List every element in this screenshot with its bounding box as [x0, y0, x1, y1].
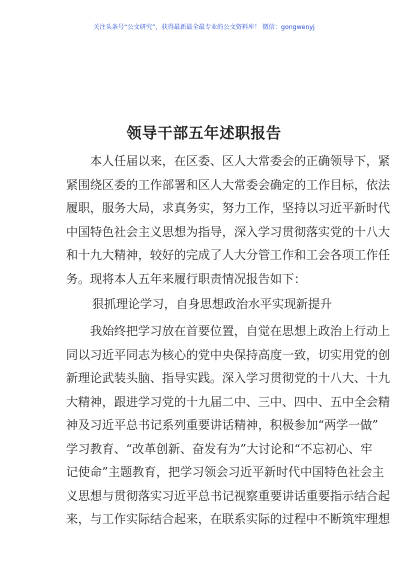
paragraph-line: 记使命”主题教育，把学习领会习近平新时代中国特色社会主 [66, 465, 385, 479]
paragraph-line: 来，与工作实际结合起来，在联系实际的过程中不断筑牢理想 [66, 512, 391, 526]
paragraph-line: 大精神，跟进学习党的十九届二中、三中、四中、五中全会精 [66, 394, 391, 409]
paragraph-line: 学习教育、“改革创新、奋发有为”大讨论和“不忘初心、牢 [66, 441, 373, 456]
paragraph-line: 履职，服务大局，求真务实，努力工作，坚持以习近平新时代 [66, 201, 391, 215]
paragraph-line: 神及习近平总书记系列重要讲话精神，积极参加“两学一做” [66, 418, 379, 432]
paragraph-line: 本人任届以来，在区委、区人大常委会的正确领导下，紧 [90, 154, 391, 168]
paragraph-line: 我始终把学习放在首要位置，自觉在思想上政治上行动上 [90, 324, 391, 338]
paragraph-line: 紧围绕区委的工作部署和区人大常委会确定的工作目标，依法 [66, 177, 391, 192]
paragraph-line: 和十九大精神，较好的完成了人大分管工作和工会各项工作任 [66, 248, 391, 262]
paragraph-line: 中国特色社会主义思想为指导，深入学习贯彻落实党的十八大 [66, 224, 391, 239]
document-title: 领导干部五年述职报告 [126, 124, 282, 142]
header-note: 关注头条号“公文研究”，获得最新最全最专业的公文资料库！ 微信：gongwenyj [93, 24, 315, 31]
paragraph-line: 同以习近平同志为核心的党中央保持高度一致，切实用党的创 [66, 347, 391, 362]
paragraph-line: 义思想与贯彻落实习近平总书记视察重要讲话重要指示结合起 [66, 488, 391, 503]
section-heading: 狠抓理论学习，自身思想政治水平实现新提升 [92, 297, 333, 311]
paragraph-line: 新理论武装头脑、指导实践。深入学习贯彻党的十八大、十九 [66, 371, 391, 385]
paragraph-intro [66, 150, 391, 291]
paragraph-study [66, 320, 391, 532]
paragraph-line: 务。现将本人五年来履行职责情况报告如下： [66, 271, 307, 286]
